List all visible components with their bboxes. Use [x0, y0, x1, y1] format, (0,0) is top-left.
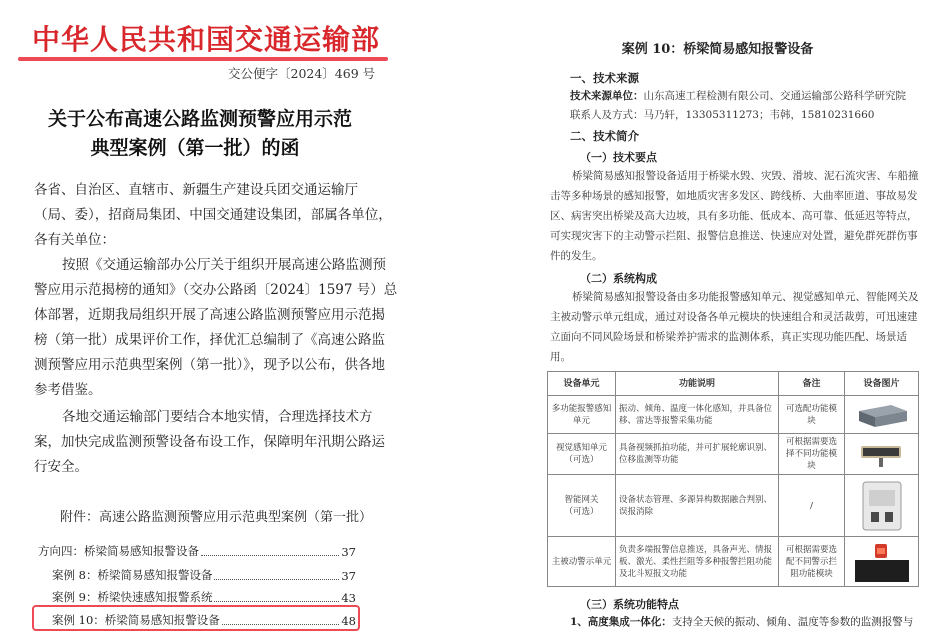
ministry-masthead: 中华人民共和国交通运输部	[32, 23, 381, 56]
table-header-cell: 设备图片	[845, 372, 919, 396]
toc-entry-label: 案例 9：桥梁快速感知报警系统	[52, 590, 213, 604]
contact-line: 联系人及方式：马乃轩，13305311273；韦韩，15810231660	[570, 109, 875, 121]
toc-entry[interactable]	[52, 589, 356, 605]
table-cell-function: 设备状态管理、多源异构数据融合判别、误报消除	[616, 475, 779, 537]
warning-light-image	[851, 540, 913, 584]
toc-entry-page: 48	[341, 614, 356, 628]
feature-1-label: 1、高度集成一体化：	[570, 616, 672, 628]
device-photo-cell	[845, 475, 919, 537]
toc-entry[interactable]	[52, 567, 356, 583]
case-title: 案例 10：桥梁简易感知报警设备	[621, 42, 814, 57]
toc-entry-page: 37	[341, 569, 356, 583]
table-cell-function: 振动、倾角、温度一体化感知，并具备位移、雷达等报警采集功能	[616, 396, 779, 434]
table-cell-note: 可根据需要选择不同功能模块	[779, 434, 845, 475]
system-composition-paragraph: 桥梁简易感知报警设备由多功能报警感知单元、视觉感知单元、智能网关及主被动警示单元组成，通过对设备各单元模块的快速组合和灵活裁剪，可迅速建立面向不同风险场景和桥梁养护需求的监测体系，真正实现功能匹配、场景适用。	[550, 291, 919, 363]
section-heading-tech-intro: 二、技术简介	[570, 129, 639, 143]
subsection-heading-features: （三）系统功能特点	[580, 598, 679, 611]
table-cell-function: 具备视频抓拍功能，并可扩展轮廓识别、位移监测等功能	[616, 434, 779, 475]
table-header-cell: 设备单元	[548, 372, 616, 396]
masthead-red-rule	[18, 57, 388, 61]
document-number: 交公便字〔2024〕469 号	[228, 66, 376, 81]
body-paragraph-2: 各地交通运输部门要结合本地实情，合理选择技术方案，加快完成监测预警设备布设工作，保障明年汛期公路运行安全。	[34, 409, 385, 475]
table-cell-note: 可根据需要选配不同警示拦阻功能模块	[779, 537, 845, 587]
source-unit-label: 技术来源单位：	[570, 90, 644, 102]
table-cell-note: /	[779, 475, 845, 537]
toc-leader-dots	[201, 555, 339, 556]
toc-highlight-box	[32, 605, 360, 631]
table-cell-unit: 多功能报警感知单元	[548, 396, 616, 434]
toc-entry-label: 案例 8：桥梁简易感知报警设备	[52, 568, 213, 582]
document-title-line-2: 典型案例（第一批）的函	[90, 137, 300, 159]
gateway-box-image	[855, 478, 909, 534]
toc-entry[interactable]	[38, 543, 356, 559]
body-paragraph-1: 按照《交通运输部办公厅关于组织开展高速公路监测预警应用示范揭榜的通知》（交办公路函〔2024〕1597 号）总体部署，近期我局组织开展了高速公路监测预警应用示范揭榜（第一批）成果评价工作，择优汇总编制了《高速公路监测预警应用示范典型案例（第一批）》，现予以公布，供各地参考借鉴。	[34, 257, 398, 398]
table-row	[548, 537, 919, 587]
table-row	[548, 475, 919, 537]
device-photo-cell	[845, 396, 919, 434]
table-cell-unit: 主被动警示单元	[548, 537, 616, 587]
section-heading-tech-source: 一、技术来源	[570, 71, 639, 85]
table-header-row	[548, 372, 919, 396]
table-cell-unit: 视觉感知单元 （可选）	[548, 434, 616, 475]
table-header-cell: 功能说明	[616, 372, 779, 396]
table-row	[548, 396, 919, 434]
addressee-paragraph: 各省、自治区、直辖市、新疆生产建设兵团交通运输厅（局、委），招商局集团、中国交通建设集团，部属各单位，各有关单位：	[34, 182, 392, 248]
sensor-box-image	[851, 399, 913, 431]
source-unit-line	[570, 88, 906, 103]
table-cell-function: 负责多端报警信息推送，具备声光、情报板、激光、柔性拦阻等多种报警拦阻功能及北斗短报文功能	[616, 537, 779, 587]
source-unit-value: 山东高速工程检测有限公司、交通运输部公路科学研究院	[643, 90, 906, 102]
device-photo-cell	[845, 537, 919, 587]
feature-1-line	[570, 614, 913, 629]
right-page	[484, 0, 951, 635]
table-cell-unit: 智能网关 （可选）	[548, 475, 616, 537]
toc-leader-dots	[214, 579, 339, 580]
equipment-table	[547, 371, 919, 587]
table-header-cell: 备注	[779, 372, 845, 396]
device-photo-cell	[845, 434, 919, 475]
subsection-heading-key-points: （一）技术要点	[580, 151, 657, 164]
feature-1-text: 支持全天候的振动、倾角、温度等参数的监测报警与	[671, 616, 914, 628]
toc-entry-label: 案例 10：桥梁简易感知报警设备	[52, 613, 220, 627]
toc-leader-dots	[214, 601, 339, 602]
toc-entry-page: 37	[341, 545, 356, 559]
document-title-line-1: 关于公布高速公路监测预警应用示范	[47, 108, 352, 130]
toc-entry-label: 方向四：桥梁简易感知报警设备	[38, 544, 199, 558]
toc-entry-page: 43	[341, 591, 356, 605]
camera-image	[851, 438, 913, 470]
key-points-paragraph: 桥梁简易感知报警设备适用于桥梁水毁、灾毁、滑坡、泥石流灾害、车船撞击等多种场景的感知报警，如地质灾害多发区、跨线桥、大曲率匝道、事故易发区、病害突出桥梁及高大边坡，具有多功能、低成本、高可靠、低延迟等特点，可实现灾害下的主动警示拦阻、报警信息推送、快速应对处置，避免群死群伤事件的发生。	[550, 170, 919, 262]
subsection-heading-system-composition: （二）系统构成	[580, 272, 657, 285]
table-row	[548, 434, 919, 475]
attachment-title: 附件：高速公路监测预警应用示范典型案例（第一批）	[60, 510, 373, 525]
table-cell-note: 可选配功能模块	[779, 396, 845, 434]
